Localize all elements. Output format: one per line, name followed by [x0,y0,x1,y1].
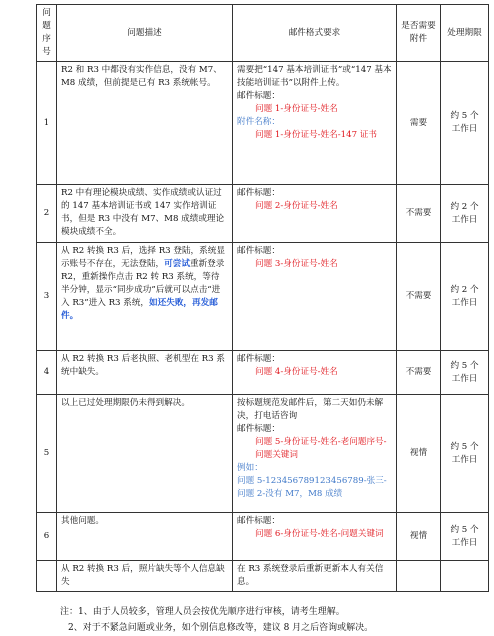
requirement-line: 问题 4-身份证号-姓名 [255,367,338,377]
attachment-required: 视情 [397,513,441,561]
attachment-required: 不需要 [397,243,441,351]
requirement-line: 问题 5-身份证号-姓名-老问题序号-问题关键词 [255,437,387,460]
requirement-line: 问题 6-身份证号-姓名-问题关键词 [255,529,384,539]
email-format-requirement [233,62,397,185]
description-text: 从 R2 转换 R3 后，照片缺失等个人信息缺失 [61,564,225,587]
description-text: R2 中有理论模块成绩、实作成绩或认证过的 147 基本培训证书或 147 实作培训证书，但是 R3 中没有 M7、M8 成绩或理论模块成绩不全。 [61,188,225,237]
requirement-line: 问题 2-身份证号-姓名 [255,201,338,211]
attachment-required [397,561,441,592]
requirement-line: 邮件标题： [237,424,280,434]
table-header-row [37,5,489,62]
requirement-line: 附件名称： [237,117,280,127]
row-number: 6 [37,513,57,561]
description-text: 以上已过处理期限仍未得到解决。 [61,398,190,408]
requirement-line: 邮件标题： [237,246,280,256]
problem-description [57,185,233,243]
processing-period: 约 2 个工作日 [441,185,489,243]
table-row [37,395,489,513]
requirement-line: 需要把“147 基本培训证书”或“147 基本技能培训证书”以附件上传。 [237,65,392,88]
issue-table [36,4,489,592]
problem-description [57,62,233,185]
problem-description [57,395,233,513]
description-text: 从 R2 转换 R3 后，选择 R3 登陆，系统显示账号不存在，无法登陆， [61,246,225,269]
description-text: 从 R2 转换 R3 后老执照、老机型在 R3 系统中缺失。 [61,354,225,377]
table-row [37,185,489,243]
table-row [37,513,489,561]
row-number [37,561,57,592]
email-format-requirement [233,243,397,351]
row-number: 3 [37,243,57,351]
processing-period: 约 5 个工作日 [441,513,489,561]
requirement-line: 问题 1-身份证号-姓名 [255,104,338,114]
email-format-requirement [233,185,397,243]
problem-description [57,243,233,351]
description-text: 其他问题。 [61,516,104,526]
description-text: 重新登录 R2，重新操作点击 R2 转 R3 系统，等待半分钟，显示“同步成功”后就可以点击“进入 R3”进入 R3 系统， [61,259,225,308]
requirement-line: 问题 1-身份证号-姓名-147 证书 [255,130,377,140]
problem-description [57,351,233,395]
description-text: 如还失败，再发邮件。 [61,298,218,321]
email-format-requirement [233,561,397,592]
description-text: R2 和 R3 中都没有实作信息，没有 M7、M8 成绩，但前提是已有 R3 系统帐号。 [61,65,222,88]
processing-period [441,561,489,592]
row-number: 1 [37,62,57,185]
requirement-line: 问题 5-123456789123456789-张三-问题 2-没有 M7，M8 成绩 [237,476,387,499]
header-need: 是否需要附件 [397,5,441,62]
attachment-required: 视情 [397,395,441,513]
table-row [37,62,489,185]
header-no: 问题序号 [37,5,57,62]
requirement-line: 按标题规范发邮件后，第二天如仍未解决，打电话咨询 [237,398,384,421]
processing-period: 约 5 个工作日 [441,62,489,185]
requirement-line: 邮件标题： [237,516,280,526]
problem-description [57,561,233,592]
row-number: 2 [37,185,57,243]
processing-period: 约 2 个工作日 [441,243,489,351]
problem-description [57,513,233,561]
header-req: 邮件格式要求 [233,5,397,62]
attachment-required: 不需要 [397,351,441,395]
table-row [37,243,489,351]
header-desc: 问题描述 [57,5,233,62]
header-period: 处理期限 [441,5,489,62]
requirement-line: 例如： [237,463,263,473]
requirement-line: 问题 3-身份证号-姓名 [255,259,338,269]
row-number: 4 [37,351,57,395]
email-format-requirement [233,513,397,561]
description-text: 可尝试 [164,259,190,269]
requirement-line: 在 R3 系统登录后重新更新本人有关信息。 [237,564,384,587]
footnotes [60,604,373,636]
requirement-line: 邮件标题： [237,354,280,364]
row-number: 5 [37,395,57,513]
attachment-required: 需要 [397,62,441,185]
requirement-line: 邮件标题： [237,91,280,101]
requirement-line: 邮件标题： [237,188,280,198]
note-2: 2、对于不紧急问题或业务，如个别信息修改等，建议 8 月之后咨询或解决。 [68,623,374,633]
table-row [37,351,489,395]
email-format-requirement [233,395,397,513]
attachment-required: 不需要 [397,185,441,243]
email-format-requirement [233,351,397,395]
table-row [37,561,489,592]
processing-period: 约 5 个工作日 [441,351,489,395]
processing-period: 约 5 个工作日 [441,395,489,513]
note-1: 注：1、由于人员较多，管理人员会按优先顺序进行审核，请考生理解。 [60,607,345,617]
